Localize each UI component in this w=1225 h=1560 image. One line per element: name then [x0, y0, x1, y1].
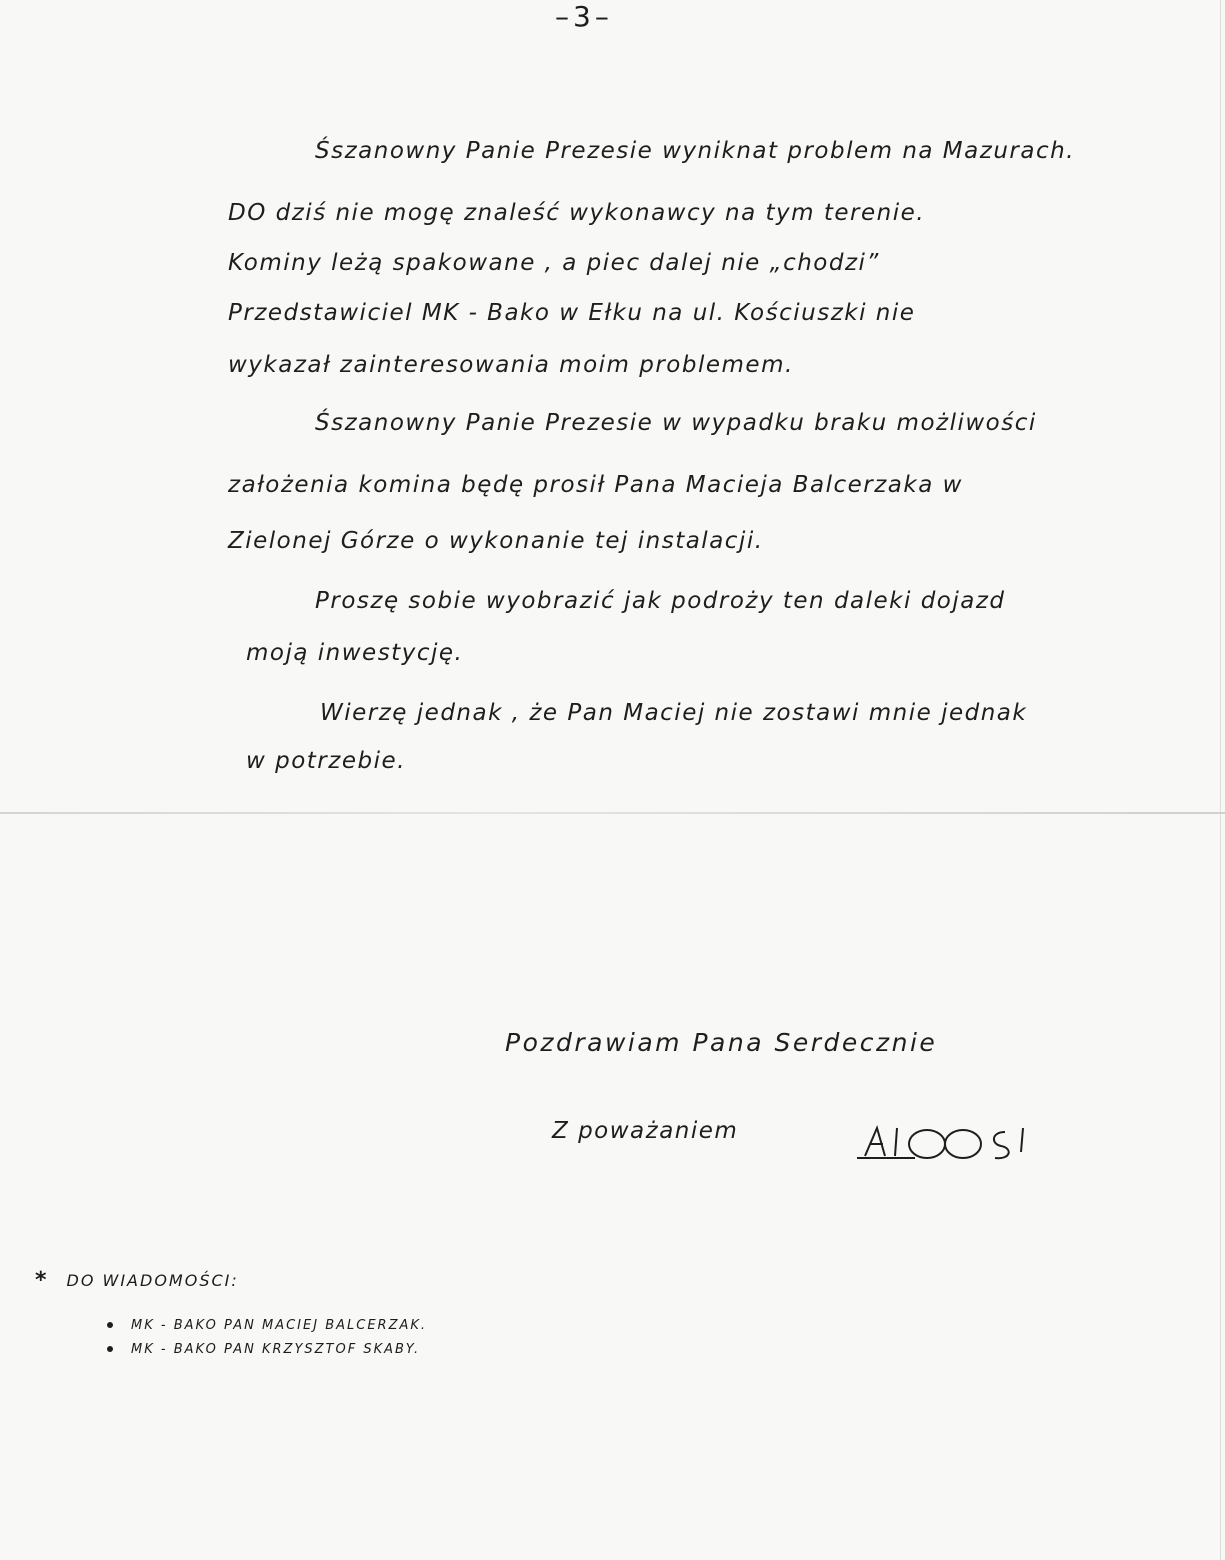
letter-line-3: Kominy leżą spakowane , a piec dalej nie „chodzi”: [228, 250, 880, 276]
letter-line-9: Proszę sobie wyobrazić jak podroży ten daleki dojazd: [315, 588, 1006, 614]
letter-line-1: Śszanowny Panie Prezesie wyniknat problem na Mazurach.: [315, 138, 1075, 164]
page-number: –3–: [555, 0, 613, 33]
notice-block: [35, 1268, 427, 1361]
closing-greeting: Pozdrawiam Pana Serdecznie: [505, 1028, 938, 1057]
letter-line-12: w potrzebie.: [246, 748, 406, 774]
asterisk-mark: *: [35, 1268, 49, 1293]
recipient-item: [107, 1337, 427, 1361]
recipient-item: [107, 1313, 427, 1337]
notice-heading-row: [35, 1268, 427, 1293]
letter-line-11: Wierzę jednak , że Pan Maciej nie zostawi mnie jednak: [320, 700, 1028, 726]
paper-edge: [1220, 0, 1221, 1560]
paper-fold-line: [0, 812, 1225, 814]
recipient-text: MK - BAKO PAN KRZYSZTOF SKABY.: [131, 1341, 421, 1357]
letter-line-8: Zielonej Górze o wykonanie tej instalacji.: [228, 528, 764, 554]
bullet-icon: [107, 1322, 113, 1328]
letter-line-6: Śszanowny Panie Prezesie w wypadku braku możliwości: [315, 410, 1037, 436]
closing-regards: Z poważaniem: [552, 1118, 739, 1144]
letter-line-4: Przedstawiciel MK - Bako w Ełku na ul. Kościuszki nie: [228, 300, 916, 326]
signature-mark: [855, 1122, 1045, 1164]
recipient-list: [107, 1313, 427, 1361]
letter-line-5: wykazał zainteresowania moim problemem.: [228, 352, 794, 378]
recipient-text: MK - BAKO PAN MACIEJ BALCERZAK.: [131, 1317, 428, 1333]
letter-line-2: DO dziś nie mogę znaleść wykonawcy na tym terenie.: [228, 200, 926, 226]
letter-line-10: moją inwestycję.: [246, 640, 464, 666]
letter-line-7: założenia komina będę prosił Pana Macieja Balcerzaka w: [228, 472, 963, 498]
notice-heading: DO WIADOMOŚCI:: [66, 1271, 239, 1290]
bullet-icon: [107, 1346, 113, 1352]
